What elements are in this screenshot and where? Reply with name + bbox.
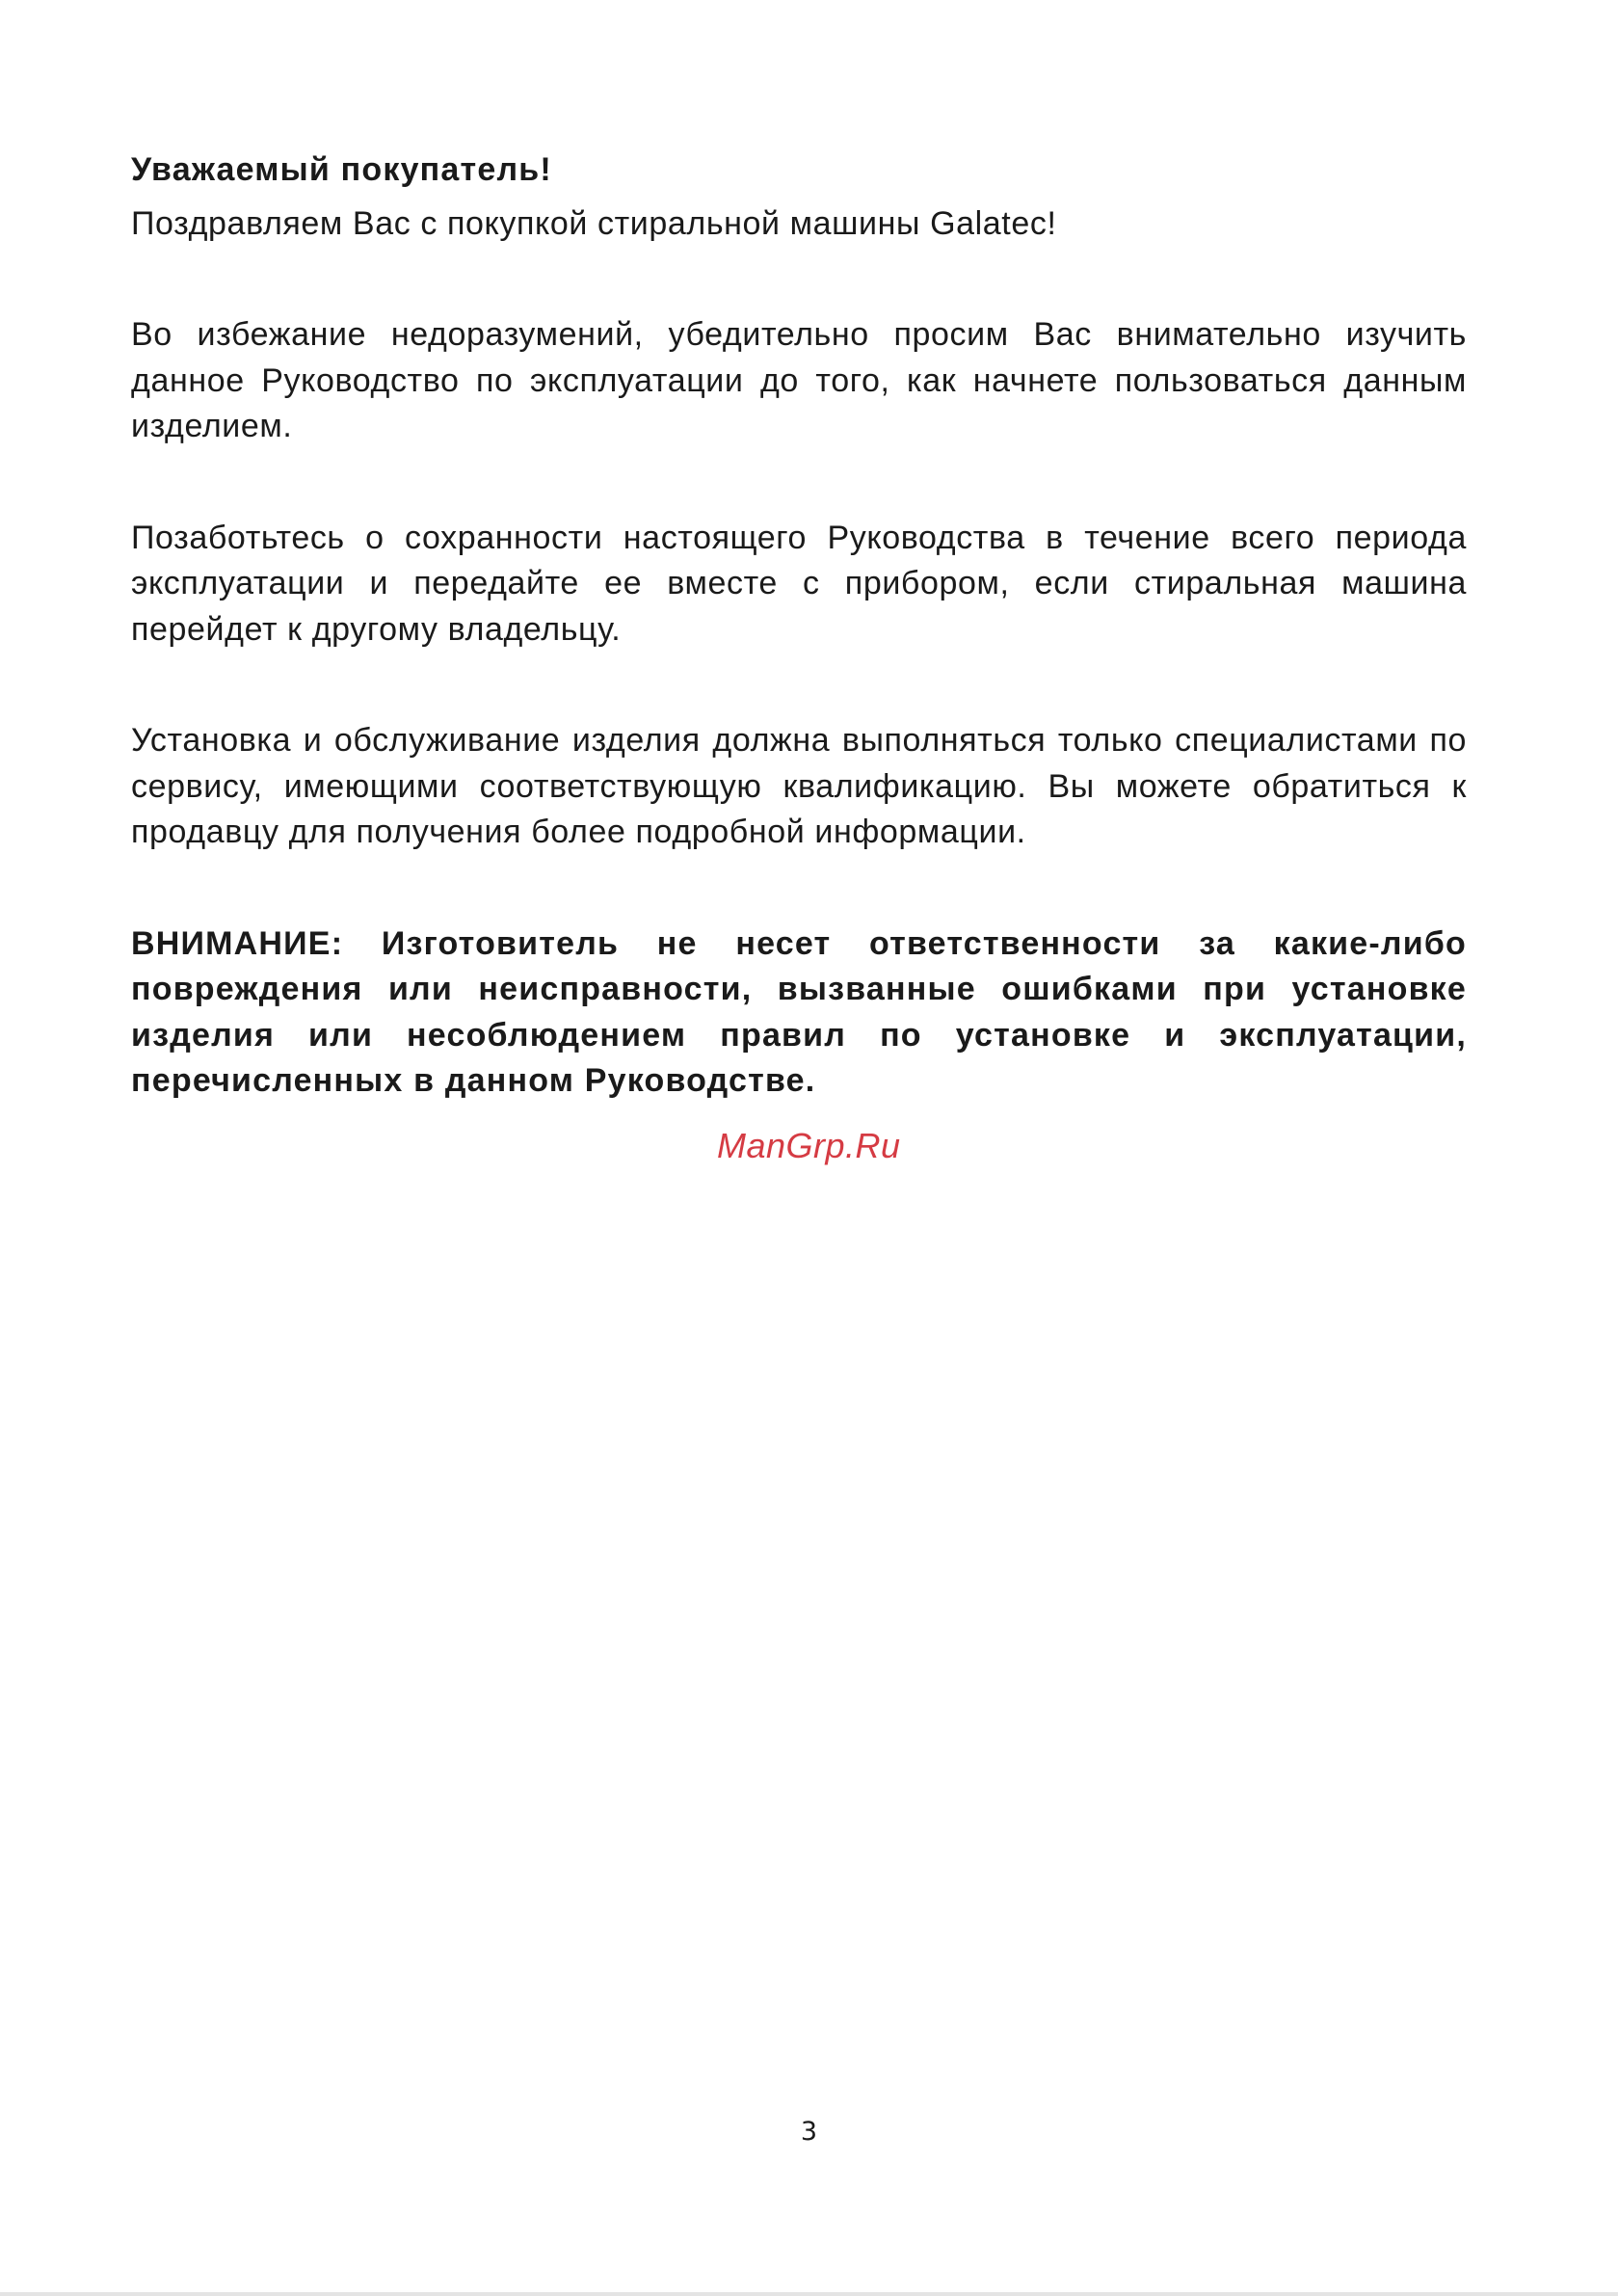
page-bottom-divider bbox=[0, 2292, 1618, 2296]
warning-paragraph: ВНИМАНИЕ: Изготовитель не несет ответственности за какие-либо повреждения или неисправности, вызванные ошибками при установке изделия или несоблюдением правил по установке и эксплуатации, перечисленных в данном Руководстве. bbox=[131, 924, 1467, 1099]
paragraph-installation-service: Установка и обслуживание изделия должна выполняться только специалистами по сервису, имеющими соответствующую квалификацию. Вы можете обратиться к продавцу для получения более подробной информации. bbox=[131, 722, 1467, 850]
page-number: 3 bbox=[800, 2117, 818, 2147]
paragraph-read-manual: Во избежание недоразумений, убедительно просим Вас внимательно изучить данное Руководство по эксплуатации до того, как начнете пользоваться данным изделием. bbox=[131, 316, 1467, 444]
watermark-text: ManGrp.Ru bbox=[717, 1126, 901, 1165]
paragraph-keep-manual: Позаботьтесь о сохранности настоящего Руководства в течение всего периода эксплуатации и передайте ее вместе с прибором, если стиральная машина перейдет к другому владельцу. bbox=[131, 519, 1467, 648]
congratulation-text: Поздравляем Вас с покупкой стиральной машины Galatec! bbox=[131, 205, 1057, 242]
greeting-heading: Уважаемый покупатель! bbox=[131, 151, 552, 188]
page-content bbox=[131, 147, 1467, 1105]
